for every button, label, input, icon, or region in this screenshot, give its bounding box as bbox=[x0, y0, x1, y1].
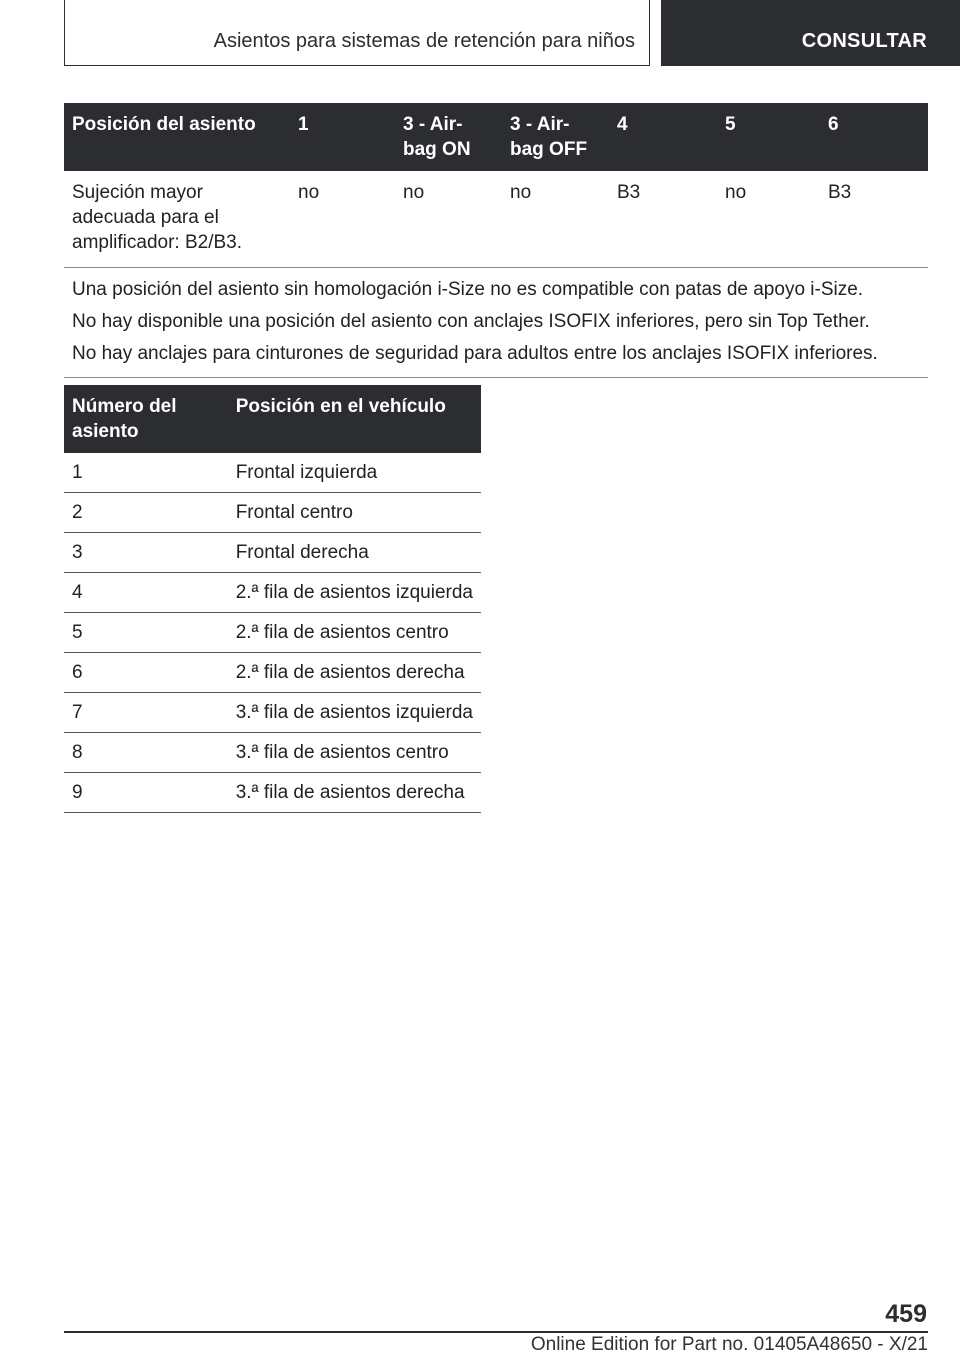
seat-position: 2.ª fila de asientos centro bbox=[228, 613, 481, 653]
seat-number: 8 bbox=[64, 733, 228, 773]
column-header: Número del asiento bbox=[64, 385, 228, 453]
table-cell: no bbox=[290, 171, 395, 268]
table-header-row bbox=[64, 103, 928, 171]
seat-position: Frontal derecha bbox=[228, 533, 481, 573]
seat-position-table bbox=[64, 385, 481, 813]
table-cell: Sujeción mayor adecuada para el amplificador: B2/B3. bbox=[64, 171, 290, 268]
notes-row bbox=[64, 268, 928, 378]
seat-number: 7 bbox=[64, 693, 228, 733]
table-cell: no bbox=[717, 171, 820, 268]
table-cell: B3 bbox=[820, 171, 928, 268]
column-header: 6 bbox=[820, 103, 928, 171]
column-header: Posición en el vehículo bbox=[228, 385, 481, 453]
seat-number: 2 bbox=[64, 493, 228, 533]
header-title: Asientos para sistemas de retención para niños bbox=[213, 30, 635, 52]
seat-number: 3 bbox=[64, 533, 228, 573]
seat-position: 2.ª fila de asientos derecha bbox=[228, 653, 481, 693]
table-row bbox=[64, 653, 481, 693]
table-row bbox=[64, 171, 928, 268]
column-header: 3 - Air-bag OFF bbox=[502, 103, 609, 171]
seat-number: 9 bbox=[64, 773, 228, 813]
table-row bbox=[64, 733, 481, 773]
table-row bbox=[64, 693, 481, 733]
page-number: 459 bbox=[885, 1300, 927, 1328]
footer-divider bbox=[64, 1331, 928, 1333]
seat-number: 4 bbox=[64, 573, 228, 613]
column-header: 4 bbox=[609, 103, 717, 171]
seat-position: Frontal centro bbox=[228, 493, 481, 533]
column-header: 1 bbox=[290, 103, 395, 171]
seat-position: 2.ª fila de asientos izquierda bbox=[228, 573, 481, 613]
seat-number: 5 bbox=[64, 613, 228, 653]
column-header: Posición del asiento bbox=[64, 103, 290, 171]
note-line: No hay anclajes para cinturones de seguridad para adultos entre los anclajes ISOFIX inferiores. bbox=[72, 343, 878, 364]
table-cell: B3 bbox=[609, 171, 717, 268]
seat-position: 3.ª fila de asientos derecha bbox=[228, 773, 481, 813]
column-header: 5 bbox=[717, 103, 820, 171]
column-header: 3 - Air-bag ON bbox=[395, 103, 502, 171]
compatibility-table bbox=[64, 103, 928, 378]
seat-position: Frontal izquierda bbox=[228, 453, 481, 493]
table-row bbox=[64, 533, 481, 573]
notes-cell bbox=[64, 268, 928, 378]
table-row bbox=[64, 613, 481, 653]
seat-number: 6 bbox=[64, 653, 228, 693]
seat-number: 1 bbox=[64, 453, 228, 493]
table-row bbox=[64, 453, 481, 493]
header-section-label: CONSULTAR bbox=[801, 30, 927, 52]
footer-edition: Online Edition for Part no. 01405A48650 - X/21 bbox=[530, 1334, 928, 1355]
seat-position: 3.ª fila de asientos centro bbox=[228, 733, 481, 773]
header-section-tab[interactable] bbox=[661, 0, 960, 66]
table-row bbox=[64, 573, 481, 613]
table-header-row bbox=[64, 385, 481, 453]
table-cell: no bbox=[395, 171, 502, 268]
header-title-box bbox=[64, 0, 650, 66]
seat-position: 3.ª fila de asientos izquierda bbox=[228, 693, 481, 733]
table-row bbox=[64, 493, 481, 533]
table-row bbox=[64, 773, 481, 813]
note-line: No hay disponible una posición del asiento con anclajes ISOFIX inferiores, pero sin Top Tether. bbox=[72, 311, 870, 332]
table-cell: no bbox=[502, 171, 609, 268]
note-line: Una posición del asiento sin homologación i-Size no es compatible con patas de apoyo i-Size. bbox=[72, 279, 864, 300]
